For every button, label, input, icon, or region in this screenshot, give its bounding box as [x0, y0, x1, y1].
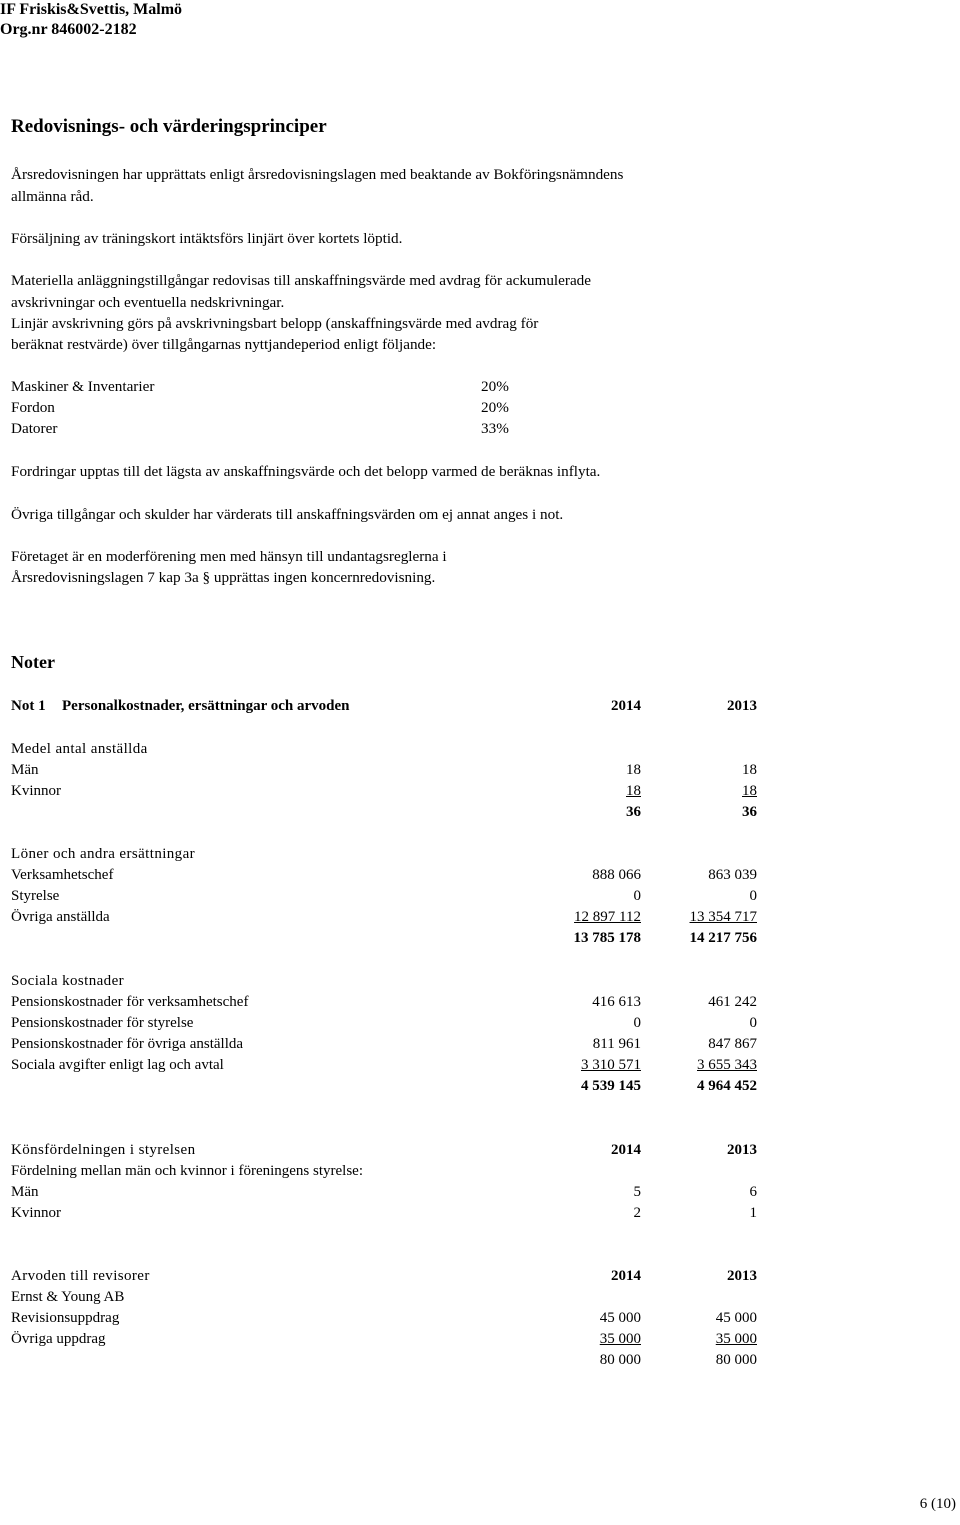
social-heading: Sociala kostnader — [11, 973, 125, 989]
depreciation-rate: 33% — [481, 420, 509, 437]
salaries-total-2014: 13 785 178 — [573, 930, 641, 946]
depreciation-label: Fordon — [11, 399, 55, 416]
notes-title: Noter — [11, 652, 55, 672]
social-row-label: Pensionskostnader för verksamhetschef — [11, 994, 249, 1010]
gender-year-2013: 2013 — [727, 1142, 757, 1158]
employees-row-value-2014: 18 — [626, 783, 641, 799]
social-row-label: Pensionskostnader för övriga anställda — [11, 1036, 244, 1052]
principles-p1-line1: Årsredovisningen har upprättats enligt årsredovisningslagen med beaktande av Bokföringsnämndens — [11, 166, 624, 183]
gender-row-value-2013: 6 — [749, 1184, 757, 1200]
principles-p7-line1: Företaget är en moderförening men med hänsyn till undantagsreglerna i — [11, 548, 447, 565]
employees-total-2013: 36 — [742, 804, 757, 820]
salaries-row-value-2013: 13 354 717 — [689, 909, 757, 925]
social-row-value-2014: 3 310 571 — [581, 1057, 641, 1073]
note1-year-2014: 2014 — [611, 698, 641, 714]
org-number: Org.nr 846002-2182 — [0, 21, 137, 38]
employees-row-label: Män — [11, 762, 39, 778]
employees-row-label: Kvinnor — [11, 783, 61, 799]
note1-title: Personalkostnader, ersättningar och arvoden — [62, 698, 350, 714]
salaries-total-2013: 14 217 756 — [689, 930, 757, 946]
auditors-row-value-2014: 35 000 — [599, 1331, 641, 1347]
auditors-heading: Arvoden till revisorer — [11, 1268, 150, 1284]
gender-row-label: Kvinnor — [11, 1205, 61, 1221]
social-row-label: Pensionskostnader för styrelse — [11, 1015, 194, 1031]
principles-p2: Försäljning av träningskort intäktsförs linjärt över kortets löptid. — [11, 230, 403, 247]
gender-subheading: Fördelning mellan män och kvinnor i föreningens styrelse: — [11, 1163, 364, 1179]
page-number: 6 (10) — [919, 1496, 956, 1512]
principles-p7-line2: Årsredovisningslagen 7 kap 3a § upprättas ingen koncernredovisning. — [11, 569, 436, 586]
social-total-2013: 4 964 452 — [697, 1078, 757, 1094]
auditors-row-value-2013: 45 000 — [715, 1310, 757, 1326]
salaries-row-label: Styrelse — [11, 888, 60, 904]
salaries-row-label: Övriga anställda — [11, 909, 110, 925]
gender-heading: Könsfördelningen i styrelsen — [11, 1142, 196, 1158]
principles-p4-line1: Linjär avskrivning görs på avskrivningsbart belopp (anskaffningsvärde med avdrag för — [11, 315, 539, 332]
depreciation-rate: 20% — [481, 378, 509, 395]
social-row-value-2014: 811 961 — [592, 1036, 641, 1052]
employees-row-value-2014: 18 — [626, 762, 641, 778]
salaries-heading: Löner och andra ersättningar — [11, 846, 196, 862]
principles-p3-line2: avskrivningar och eventuella nedskrivningar. — [11, 294, 285, 311]
auditors-year-2013: 2013 — [727, 1268, 757, 1284]
principles-p4-line2: beräknat restvärde) över tillgångarnas nyttjandeperiod enligt följande: — [11, 336, 437, 353]
social-row-value-2014: 416 613 — [592, 994, 641, 1010]
salaries-row-value-2013: 863 039 — [708, 867, 757, 883]
salaries-row-value-2013: 0 — [749, 888, 757, 904]
salaries-row-value-2014: 888 066 — [592, 867, 641, 883]
auditors-total-2013: 80 000 — [715, 1352, 757, 1368]
employees-row-value-2013: 18 — [742, 762, 757, 778]
gender-row-value-2014: 5 — [633, 1184, 641, 1200]
auditors-year-2014: 2014 — [611, 1268, 641, 1284]
social-row-value-2013: 0 — [749, 1015, 757, 1031]
auditors-total-2014: 80 000 — [599, 1352, 641, 1368]
employees-row-value-2013: 18 — [742, 783, 757, 799]
depreciation-rate: 20% — [481, 399, 509, 416]
social-row-value-2013: 847 867 — [708, 1036, 757, 1052]
social-total-2014: 4 539 145 — [581, 1078, 641, 1094]
principles-title: Redovisnings- och värderingsprinciper — [11, 116, 327, 137]
gender-row-value-2014: 2 — [633, 1205, 641, 1221]
auditors-row-value-2014: 45 000 — [599, 1310, 641, 1326]
social-row-value-2014: 0 — [633, 1015, 641, 1031]
org-name: IF Friskis&Svettis, Malmö — [0, 1, 183, 18]
employees-total-2014: 36 — [626, 804, 641, 820]
salaries-row-value-2014: 12 897 112 — [574, 909, 641, 925]
salaries-row-value-2014: 0 — [633, 888, 641, 904]
principles-p6: Övriga tillgångar och skulder har värderats till anskaffningsvärden om ej annat anges i not. — [11, 506, 564, 523]
employees-heading: Medel antal anställda — [11, 741, 148, 757]
depreciation-label: Maskiner & Inventarier — [11, 378, 155, 395]
gender-row-value-2013: 1 — [749, 1205, 757, 1221]
principles-p5: Fordringar upptas till det lägsta av anskaffningsvärde och det belopp varmed de beräknas inflyta. — [11, 463, 601, 480]
auditors-row-label: Revisionsuppdrag — [11, 1310, 120, 1326]
auditors-row-label: Övriga uppdrag — [11, 1331, 106, 1347]
depreciation-label: Datorer — [11, 420, 58, 437]
auditors-firm: Ernst & Young AB — [11, 1289, 125, 1305]
note1-year-2013: 2013 — [727, 698, 757, 714]
auditors-row-value-2013: 35 000 — [715, 1331, 757, 1347]
gender-row-label: Män — [11, 1184, 39, 1200]
social-row-value-2013: 3 655 343 — [697, 1057, 757, 1073]
gender-year-2014: 2014 — [611, 1142, 641, 1158]
principles-p3-line1: Materiella anläggningstillgångar redovisas till anskaffningsvärde med avdrag för ackumulerade — [11, 272, 592, 289]
note1-number: Not 1 — [11, 698, 46, 714]
social-row-label: Sociala avgifter enligt lag och avtal — [11, 1057, 224, 1073]
social-row-value-2013: 461 242 — [708, 994, 757, 1010]
principles-p1-line2: allmänna råd. — [11, 188, 94, 205]
salaries-row-label: Verksamhetschef — [11, 867, 114, 883]
